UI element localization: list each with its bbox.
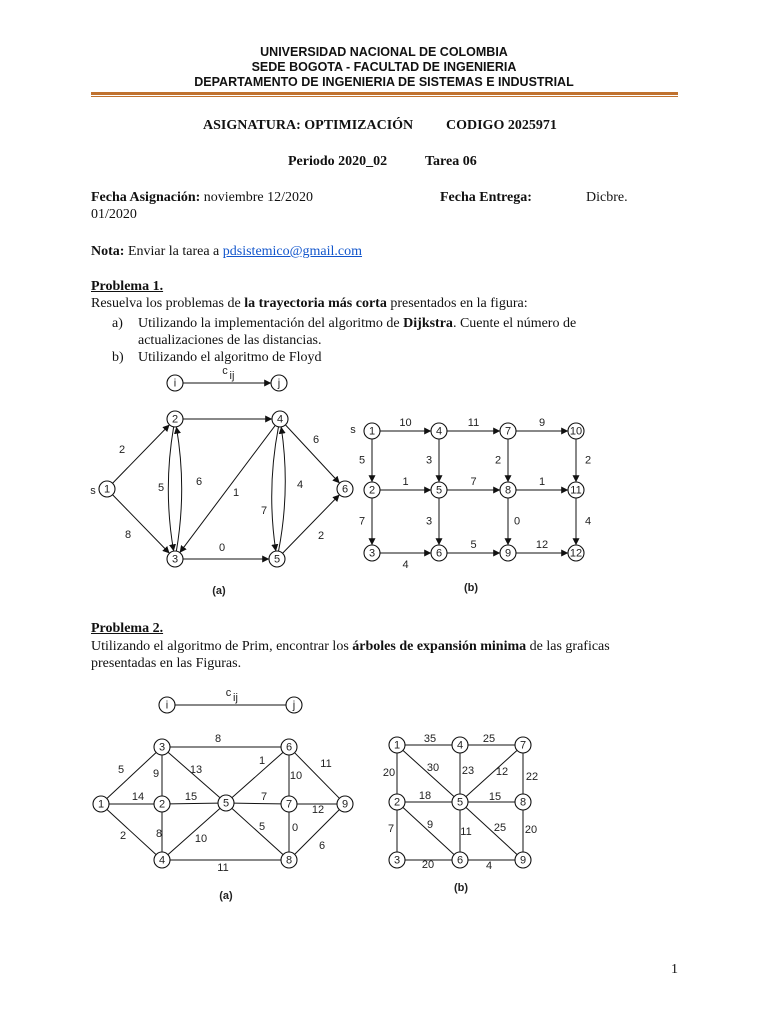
graph1b-node-2-label: 2 bbox=[368, 484, 376, 497]
graph1a-edge-1-3 bbox=[113, 495, 170, 553]
graph1b-node-12-label: 12 bbox=[569, 547, 583, 560]
graph1b-edge-11-12-weight: 4 bbox=[584, 515, 592, 528]
graph2a-node-7-label: 7 bbox=[285, 798, 293, 811]
graph1b-node-9-label: 9 bbox=[504, 547, 512, 560]
legend2-node-j-label: j bbox=[292, 699, 296, 712]
graph2b-edge-1-5-weight: 30 bbox=[426, 762, 440, 774]
graph2b-edge-2-6-weight: 9 bbox=[426, 819, 434, 831]
graph2a-caption: (a) bbox=[219, 890, 233, 902]
graph1b-node-6-label: 6 bbox=[435, 547, 443, 560]
graph2a-edge-2-4-weight: 8 bbox=[155, 828, 163, 840]
due-date-label: Fecha Entrega: bbox=[440, 190, 532, 205]
graph1b-edge-2-3-weight: 7 bbox=[358, 515, 366, 528]
graph1b-edge-9-12-weight: 12 bbox=[535, 539, 549, 551]
note-label: Nota: bbox=[91, 244, 125, 259]
graph2b-node-5-label: 5 bbox=[456, 796, 464, 809]
graph2a-node-6-label: 6 bbox=[285, 741, 293, 754]
graph1a-edge-5-6-weight: 2 bbox=[317, 530, 325, 542]
graph1b-edge-8-9-weight: 0 bbox=[513, 515, 521, 528]
graph1b-edge-5-8-weight: 7 bbox=[470, 476, 477, 488]
graph1b-node-8-label: 8 bbox=[504, 484, 512, 497]
graph1a-node-2-label: 2 bbox=[171, 413, 179, 426]
legend2-cost-label: c bbox=[225, 687, 232, 699]
graph2b-edge-2-5-weight: 18 bbox=[418, 790, 432, 802]
graph2b-edge-5-9 bbox=[466, 807, 517, 854]
graph2a-edge-8-9 bbox=[295, 810, 340, 855]
graph2b-node-2-label: 2 bbox=[393, 796, 401, 809]
legend2-cost-sub: ij bbox=[233, 692, 238, 704]
course-period: Periodo 2020_02 bbox=[288, 154, 388, 169]
graph2a-edge-4-5 bbox=[168, 808, 220, 854]
due-date-value-2: 01/2020 bbox=[91, 207, 137, 222]
graph2b-node-8-label: 8 bbox=[519, 796, 527, 809]
graph2a-edge-1-3-weight: 5 bbox=[117, 764, 125, 776]
graph1b-node-4-label: 4 bbox=[435, 425, 443, 438]
graph1b-edge-1-4-weight: 10 bbox=[399, 417, 412, 429]
graph1a-edge-4-5 bbox=[272, 427, 279, 551]
note-text: Enviar la tarea a bbox=[127, 244, 220, 259]
graph2b-node-6-label: 6 bbox=[456, 854, 464, 867]
graph1a-node-1-label: 1 bbox=[103, 483, 111, 496]
graph1b-edge-7-10-weight: 9 bbox=[538, 417, 546, 429]
graph1b-edge-8-11-weight: 1 bbox=[538, 476, 546, 488]
graph2a-node-2-label: 2 bbox=[158, 798, 166, 811]
problem2-line1-pre: Utilizando el algoritmo de Prim, encontrar los bbox=[91, 639, 353, 654]
graph1a-edge-3-2-weight: 6 bbox=[195, 476, 203, 488]
graph2b-edge-2-6 bbox=[403, 807, 454, 854]
graph2b-edge-4-5-weight: 23 bbox=[461, 765, 475, 777]
header-university: UNIVERSIDAD NACIONAL DE COLOMBIA bbox=[260, 45, 508, 59]
legend1-cost-label: c bbox=[222, 365, 228, 377]
graph1a-node-6-label: 6 bbox=[341, 483, 349, 496]
graph2b-edge-7-5-weight: 12 bbox=[495, 766, 509, 778]
problem2-line1-bold: árboles de expansión minima bbox=[352, 639, 527, 654]
graph2b-node-4-label: 4 bbox=[456, 739, 464, 752]
graph1b-caption: (b) bbox=[463, 582, 479, 594]
problem2-title: Problema 2. bbox=[91, 621, 164, 636]
graph2b-edge-5-6-weight: 11 bbox=[460, 826, 472, 838]
graph2b-edge-3-6-weight: 20 bbox=[421, 859, 435, 871]
graph1b-edge-6-9-weight: 5 bbox=[470, 539, 477, 551]
graph1b-node-5-label: 5 bbox=[435, 484, 443, 497]
graph1b-node-7-label: 7 bbox=[504, 425, 512, 438]
course-task: Tarea 06 bbox=[425, 154, 477, 169]
graph1a-edge-4-3 bbox=[180, 425, 275, 552]
graph2a-edge-2-5 bbox=[170, 803, 218, 804]
graph2a-edge-3-5-weight: 13 bbox=[189, 764, 203, 776]
legend1-node-i-label: i bbox=[173, 377, 177, 390]
problem2-line2: presentadas en las Figuras. bbox=[91, 656, 242, 671]
graph2b-node-3-label: 3 bbox=[393, 854, 401, 867]
graph2a-edge-5-7-weight: 7 bbox=[260, 791, 268, 803]
graph2b-node-7-label: 7 bbox=[519, 739, 527, 752]
graph1b-edge-5-6-weight: 3 bbox=[425, 515, 433, 528]
graph1b-edge-3-6-weight: 4 bbox=[402, 559, 409, 571]
graph1b-node-10-label: 10 bbox=[569, 425, 583, 438]
graph1a-edge-5-4 bbox=[279, 427, 286, 551]
graph1a-edge-2-3-weight: 5 bbox=[157, 482, 165, 494]
graph1b-edge-4-7-weight: 11 bbox=[467, 417, 480, 429]
graph1a-node-3-label: 3 bbox=[171, 553, 179, 566]
graph2b-edge-6-9-weight: 4 bbox=[485, 860, 493, 872]
problem2-line1-post: de las graficas bbox=[526, 639, 610, 654]
graph2a-edge-8-9-weight: 6 bbox=[318, 840, 326, 852]
graph1a-edge-2-3 bbox=[168, 427, 173, 551]
graph2a-edge-5-8 bbox=[232, 808, 283, 854]
graph1b-source-label: s bbox=[350, 424, 356, 436]
graph1a-edge-1-3-weight: 8 bbox=[124, 529, 132, 541]
graph1a-edge-3-2 bbox=[176, 427, 181, 551]
graph2b-edge-1-4-weight: 35 bbox=[423, 733, 437, 745]
graph1a-edge-3-5-weight: 0 bbox=[218, 542, 226, 554]
graph1b-edge-2-5-weight: 1 bbox=[402, 476, 409, 488]
graph2a-edge-7-8-weight: 0 bbox=[291, 822, 299, 834]
graph2a-edge-5-6-weight: 1 bbox=[258, 755, 266, 767]
graph2a-edge-3-6-weight: 8 bbox=[214, 733, 222, 745]
email-link[interactable]: pdsistemico@gmail.com bbox=[222, 244, 363, 259]
graph2b-edge-4-7-weight: 25 bbox=[482, 733, 496, 745]
problem1-intro-bold: la trayectoria más corta bbox=[244, 296, 387, 311]
problem1-a-marker: a) bbox=[112, 316, 123, 331]
course-code: CODIGO 2025971 bbox=[446, 118, 557, 133]
graph2a-edge-4-8-weight: 11 bbox=[217, 862, 229, 874]
graph2a-node-4-label: 4 bbox=[158, 854, 166, 867]
graph1b-edge-7-8-weight: 2 bbox=[494, 454, 502, 467]
problem1-a-bold: Dijkstra bbox=[403, 316, 453, 331]
graph1a-edge-5-4-weight: 7 bbox=[260, 505, 268, 517]
problem1-b-text: Utilizando el algoritmo de Floyd bbox=[138, 350, 322, 365]
legend1-node-j-label: j bbox=[277, 377, 281, 390]
header-faculty: SEDE BOGOTA - FACULTAD DE INGENIERIA bbox=[251, 60, 517, 74]
graph2b-edge-1-2-weight: 20 bbox=[382, 767, 396, 779]
graph2a-node-3-label: 3 bbox=[158, 741, 166, 754]
graph1a-caption: (a) bbox=[212, 585, 226, 597]
problem1-a-pre: Utilizando la implementación del algoritmo de bbox=[138, 316, 404, 331]
graph1b-edge-10-11-weight: 2 bbox=[584, 454, 592, 467]
graph2a-edge-4-5-weight: 10 bbox=[194, 833, 208, 845]
graph1b-node-11-label: 11 bbox=[570, 484, 582, 497]
graph1b-edge-4-5-weight: 3 bbox=[425, 454, 433, 467]
graph1b-node-3-label: 3 bbox=[368, 547, 376, 560]
graph2a-node-5-label: 5 bbox=[222, 797, 230, 810]
legend2-node-i-label: i bbox=[165, 699, 169, 712]
graph1b-edge-1-2-weight: 5 bbox=[358, 454, 366, 467]
graph2a-edge-5-7 bbox=[234, 803, 281, 804]
graph1a-edge-5-6 bbox=[283, 495, 340, 553]
problem1-a-line2: actualizaciones de las distancias. bbox=[138, 333, 322, 348]
graph1a-source-label: s bbox=[90, 485, 96, 497]
graph2b-edge-5-9-weight: 25 bbox=[493, 822, 507, 834]
graph1a-node-4-label: 4 bbox=[276, 413, 284, 426]
problem1-intro-post: presentados en la figura: bbox=[386, 296, 528, 311]
graph2a-edge-6-9-weight: 11 bbox=[320, 758, 332, 770]
problem1-a-post: . Cuente el número de bbox=[452, 316, 577, 331]
graph2b-edge-8-9-weight: 20 bbox=[524, 824, 538, 836]
graph2a-node-9-label: 9 bbox=[341, 798, 349, 811]
graph2a-edge-1-4-weight: 2 bbox=[119, 830, 127, 842]
header-department: DEPARTAMENTO DE INGENIERIA DE SISTEMAS E INDUSTRIAL bbox=[194, 75, 574, 89]
page-number: 1 bbox=[671, 962, 678, 977]
graph1b-node-1-label: 1 bbox=[368, 425, 376, 438]
problem1-intro-pre: Resuelva los problemas de bbox=[91, 296, 245, 311]
graph2b-edge-7-8-weight: 22 bbox=[525, 771, 539, 783]
graph2a-edge-1-2-weight: 14 bbox=[131, 791, 145, 803]
graph2a-node-1-label: 1 bbox=[97, 798, 105, 811]
problem1-title: Problema 1. bbox=[91, 279, 164, 294]
graph2b-edge-2-3-weight: 7 bbox=[387, 823, 395, 835]
graph2a-node-8-label: 8 bbox=[285, 854, 293, 867]
graph1a-edge-4-3-weight: 1 bbox=[232, 487, 240, 499]
graph1a-node-5-label: 5 bbox=[273, 553, 281, 566]
graph2a-edge-5-6 bbox=[232, 752, 283, 797]
graph2a-edge-2-5-weight: 15 bbox=[184, 791, 198, 803]
graph2a-edge-7-9-weight: 12 bbox=[311, 804, 325, 816]
graph2a-edge-6-7-weight: 10 bbox=[289, 770, 303, 782]
course-subject: ASIGNATURA: OPTIMIZACIÓN bbox=[203, 118, 414, 133]
graph2a-edge-5-8-weight: 5 bbox=[258, 821, 266, 833]
assignment-date-label: Fecha Asignación: bbox=[91, 190, 201, 205]
assignment-date-value: noviembre 12/2020 bbox=[203, 190, 314, 205]
graph2b-edge-5-8-weight: 15 bbox=[488, 791, 502, 803]
graph2b-node-1-label: 1 bbox=[393, 739, 401, 752]
graph2b-node-9-label: 9 bbox=[519, 854, 527, 867]
graph2a-edge-3-2-weight: 9 bbox=[152, 768, 160, 780]
graph2b-caption: (b) bbox=[453, 882, 469, 894]
graph1a-edge-1-2-weight: 2 bbox=[118, 444, 126, 456]
graph1a-edge-4-6-weight: 6 bbox=[312, 434, 320, 446]
legend1-cost-sub: ij bbox=[229, 370, 235, 382]
problem1-b-marker: b) bbox=[112, 350, 124, 365]
graph2a-edge-1-4 bbox=[107, 809, 156, 854]
graph1a-edge-4-5-weight: 4 bbox=[296, 479, 304, 491]
due-date-value-1: Dicbre. bbox=[586, 190, 628, 205]
